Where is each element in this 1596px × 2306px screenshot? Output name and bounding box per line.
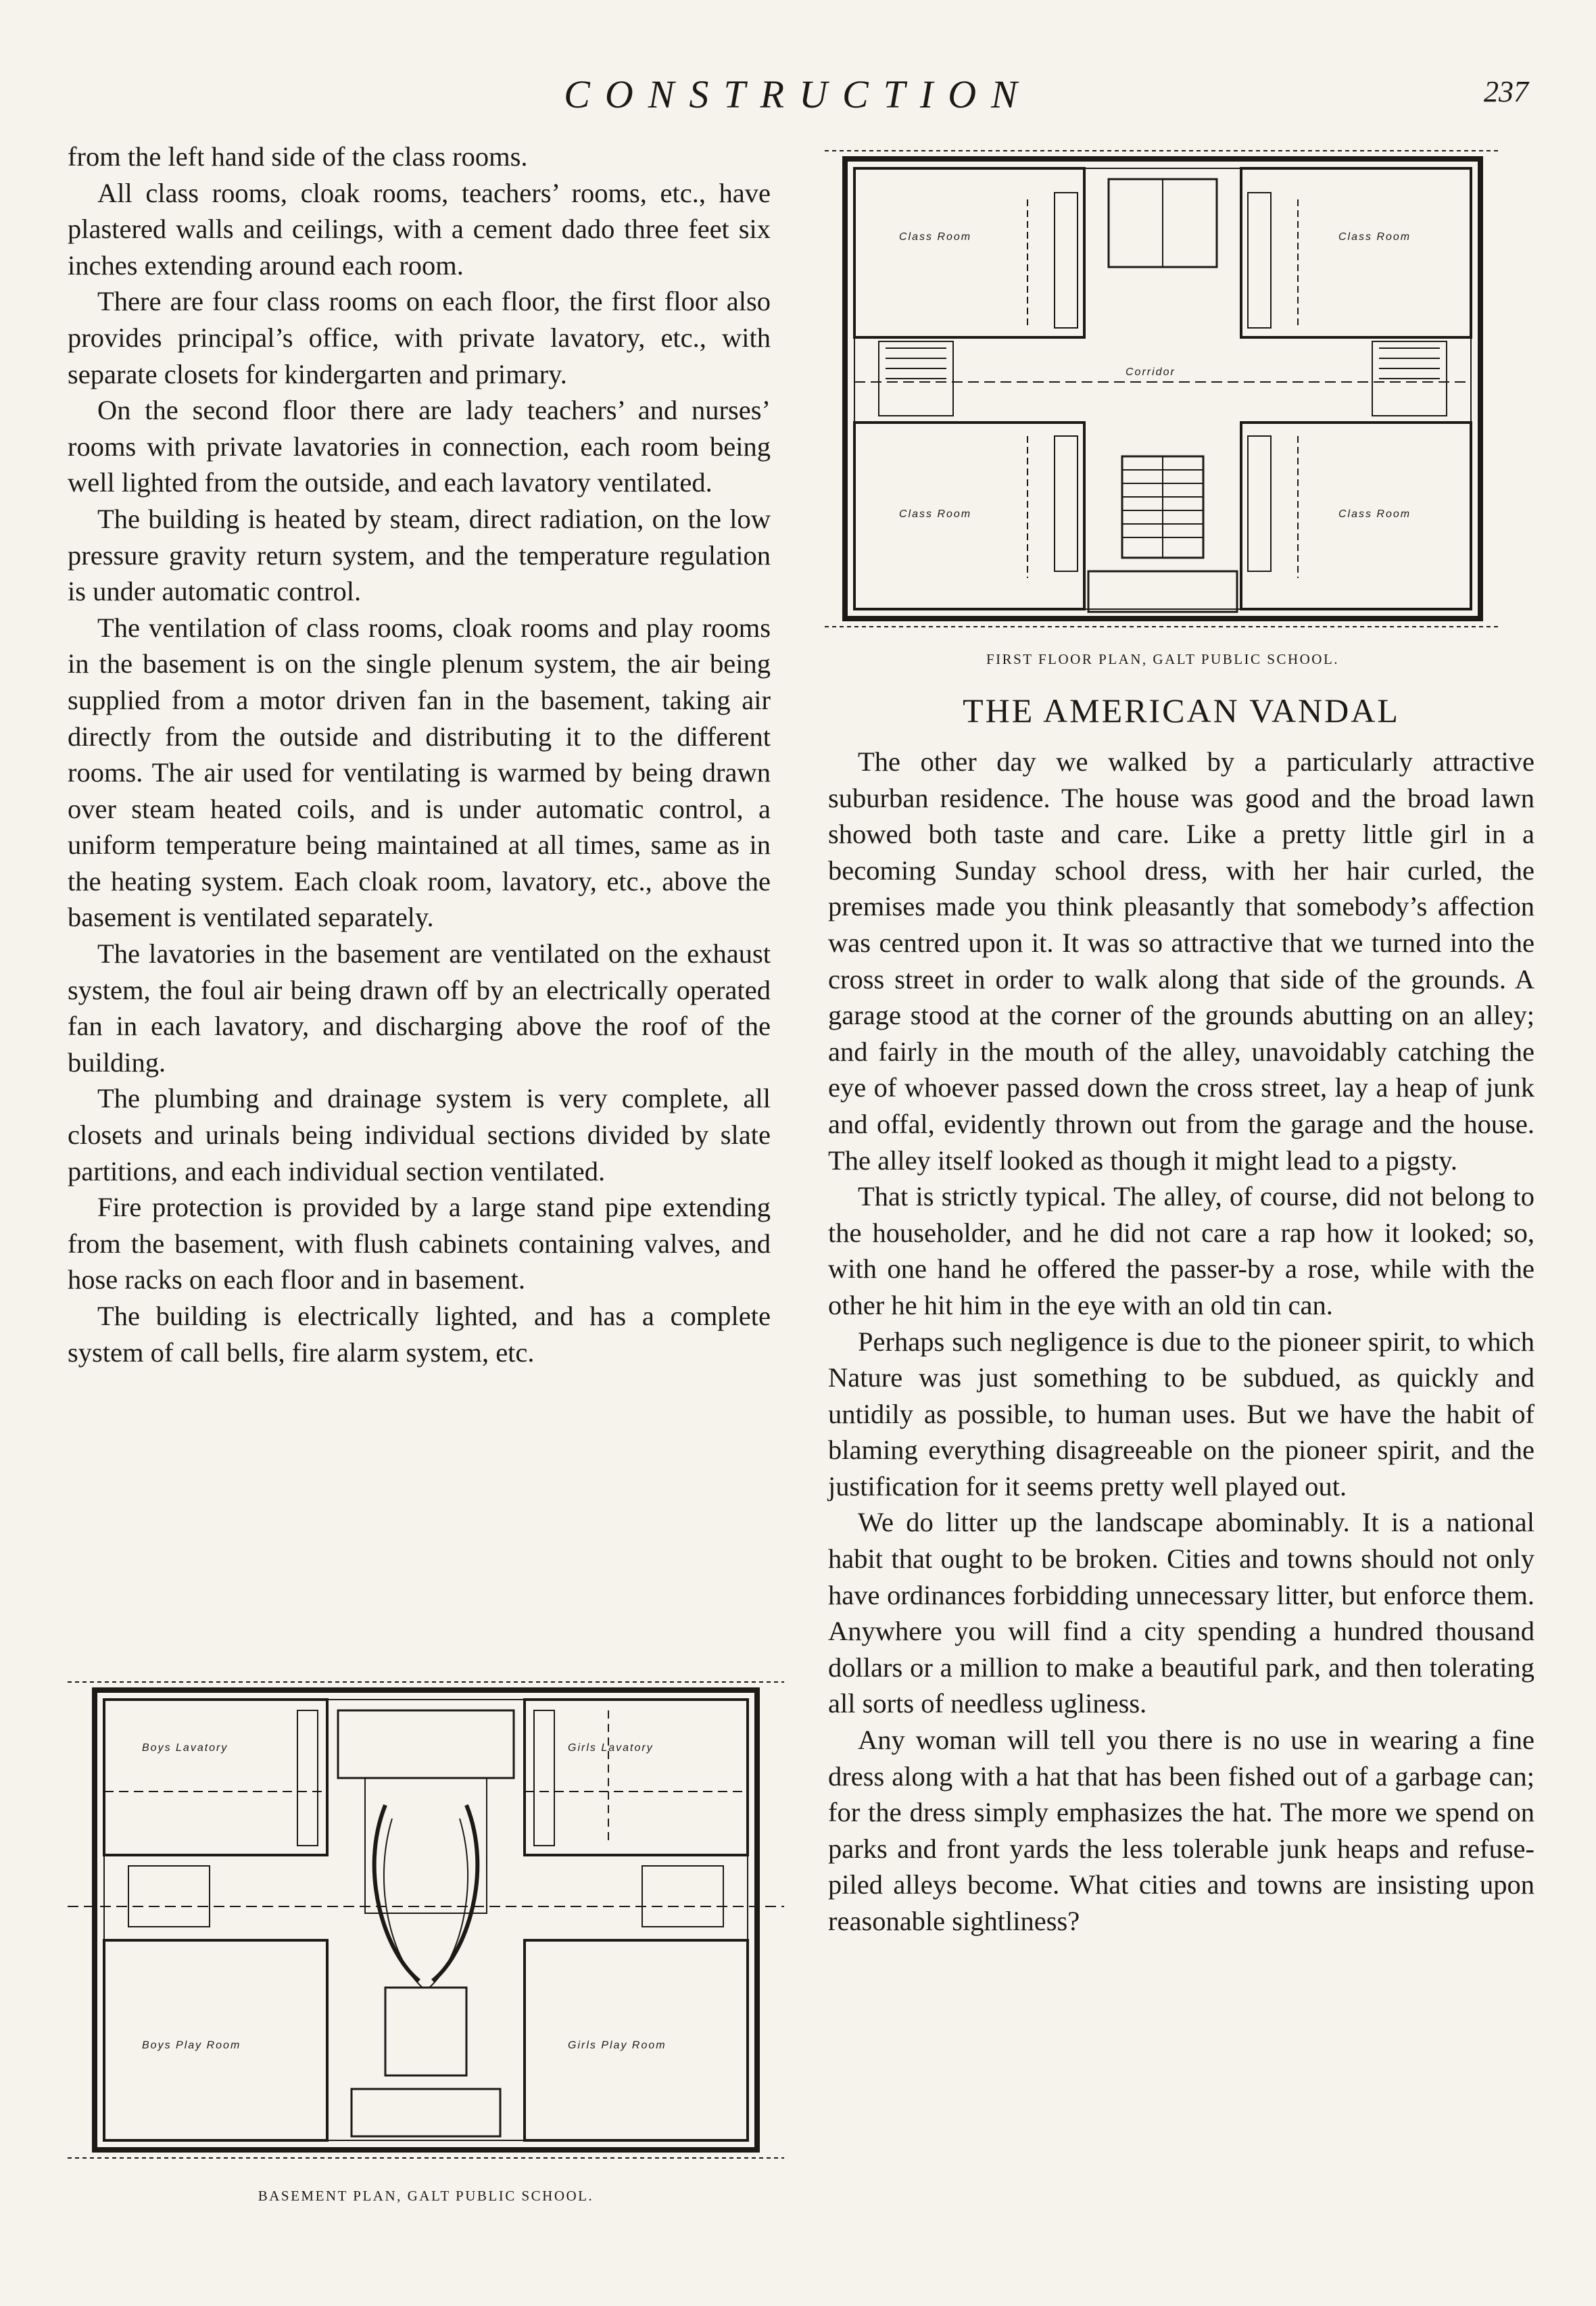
right-column (828, 744, 1534, 1940)
first-floor-plan-drawing (825, 139, 1501, 639)
paragraph: We do litter up the landscape abominably. It is a national habit that ought to be broken. Cities and towns should not only have ordinances forbidding unnecessary litter, but enforce them. Anywhere you will find a city spending a hundred thousand dollars or a million to make a beautiful park, and then tolerating all sorts of needless ugliness. (828, 1507, 1534, 1719)
left-column (68, 139, 771, 1370)
label-class-room-bl: Class Room (899, 508, 972, 520)
running-head (0, 65, 1596, 119)
label-girls-lavatory: Girls Lavatory (568, 1742, 654, 1754)
paragraph: Perhaps such negligence is due to the pioneer spirit, to which Nature was just something to be subdued, as quickly and untidily as possible, to human uses. But we have the habit of blaming everything disagreeable on the pioneer spirit, and the justification for it seems pretty well played out. (828, 1326, 1534, 1502)
label-boys-play-room: Boys Play Room (142, 2040, 241, 2051)
label-class-room-tl: Class Room (899, 231, 972, 243)
paragraph: Fire protection is provided by a large stand pipe extending from the basement, with flush cabinets containing valves, and hose racks on each floor and in basement. (68, 1192, 771, 1295)
paragraph: The lavatories in the basement are ventilated on the exhaust system, the foul air being drawn off by an electrically operated fan in each lavatory, and discharging above the roof of the building. (68, 938, 771, 1078)
label-class-room-tr: Class Room (1338, 231, 1411, 243)
paragraph: The building is electrically lighted, and has a complete system of call bells, fire alarm system, etc. (68, 1301, 771, 1368)
basement-caption: BASEMENT PLAN, GALT PUBLIC SCHOOL. (258, 2188, 594, 2204)
label-corridor: Corridor (1126, 366, 1176, 378)
paragraph: On the second floor there are lady teachers’ and nurses’ rooms with private lavatories in connection, each room being well lighted from the outside, and each lavatory ventilated. (68, 395, 771, 498)
article-title: THE AMERICAN VANDAL (963, 692, 1400, 729)
journal-title: CONSTRUCTION (564, 72, 1032, 116)
paragraph: There are four class rooms on each floor, the first floor also provides principal’s office, with private lavatory, etc., with separate closets for kindergarten and primary. (68, 286, 771, 389)
paragraph: from the left hand side of the class rooms. (68, 141, 528, 172)
basement-plan (68, 1670, 784, 2170)
paragraph: That is strictly typical. The alley, of course, did not belong to the householder, and he did not care a rap how it looked; so, with one hand he offered the passer-by a rose, while with the other he hit him in the eye with an old tin can. (828, 1181, 1534, 1320)
label-girls-play-room: Girls Play Room (568, 2040, 667, 2051)
paragraph: The plumbing and drainage system is very complete, all closets and urinals being individual sections divided by slate partitions, and each individual section ventilated. (68, 1083, 771, 1186)
label-boys-lavatory: Boys Lavatory (142, 1742, 228, 1754)
first-floor-caption: FIRST FLOOR PLAN, GALT PUBLIC SCHOOL. (986, 651, 1340, 667)
paragraph: The ventilation of class rooms, cloak rooms and play rooms in the basement is on the single plenum system, the air being supplied from a motor driven fan in the basement, taking air directly from the outside and distributing it to the different rooms. The air used for ventilating is warmed by being drawn over steam heated coils, and is under automatic control, a uniform temperature being maintained at all times, same as in the heating system. Each cloak room, lavatory, etc., above the basement is ventilated separately. (68, 612, 771, 933)
paragraph: All class rooms, cloak rooms, teachers’ rooms, etc., have plastered walls and ceilings, with a cement dado three feet six inches extending around each room. (68, 177, 771, 281)
first-floor-plan (825, 139, 1501, 639)
paragraph: Any woman will tell you there is no use in wearing a fine dress along with a hat that has been fished out of a garbage can; for the dress simply emphasizes the hat. The more we spend on parks and front yards the less tolerable junk heaps and refuse-piled alleys become. What cities and towns are insisting upon reasonable sightliness? (828, 1725, 1534, 1936)
paragraph: The building is heated by steam, direct radiation, on the low pressure gravity return system, and the temperature regulation is under automatic control. (68, 503, 771, 607)
page-number: 237 (1484, 75, 1528, 108)
basement-plan-drawing (68, 1670, 784, 2170)
paragraph: The other day we walked by a particularly attractive suburban residence. The house was good and the broad lawn showed both taste and care. Like a pretty little girl in a becoming Sunday school dress, with her hair curled, the premises made you think pleasantly that somebody’s affection was centred upon it. It was so attractive that we turned into the cross street in order to walk along that side of the grounds. A garage stood at the corner of the grounds abutting on an alley; and fairly in the mouth of the alley, unavoidably catching the eye of whoever passed down the cross street, lay a heap of junk and offal, evidently thrown out from the garage and the house. The alley itself looked as though it might lead to a pigsty. (828, 746, 1534, 1176)
label-class-room-br: Class Room (1338, 508, 1411, 520)
